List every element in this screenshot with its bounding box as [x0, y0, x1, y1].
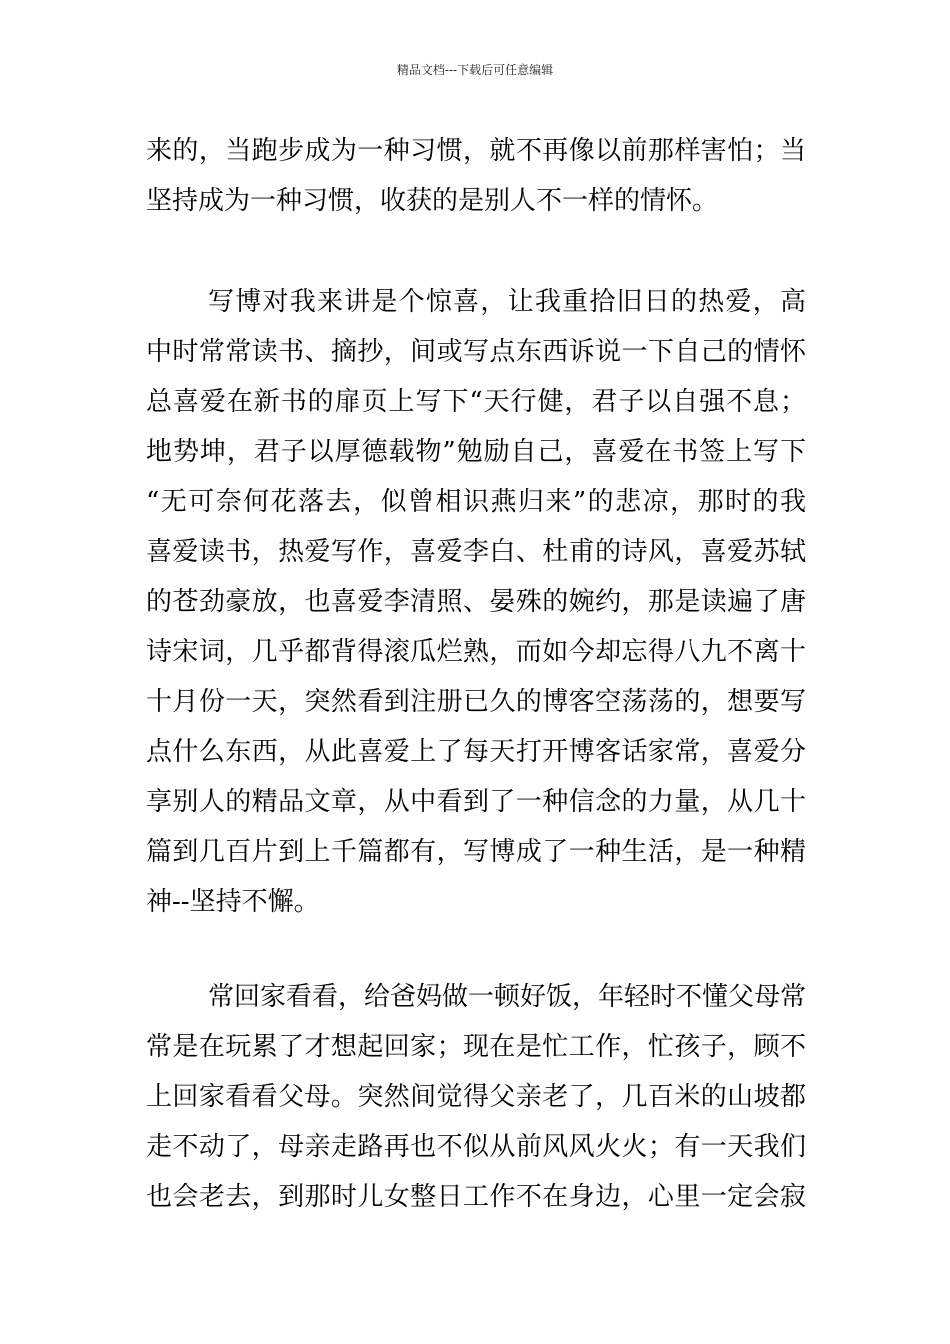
text-line: 常是在玩累了才想起回家；现在是忙工作，忙孩子，顾不	[146, 1032, 806, 1062]
text-line: 来的，当跑步成为一种习惯，就不再像以前那样害怕；当	[146, 136, 806, 166]
text-line: 篇到几百片到上千篇都有，写博成了一种生活，是一种精	[146, 837, 806, 867]
text-line: 总喜爱在新书的扉页上写下“天行健，君子以自强不息；	[146, 387, 806, 417]
text-line: 十月份一天，突然看到注册已久的博客空荡荡的，想要写	[146, 687, 806, 717]
text-line: 享别人的精品文章，从中看到了一种信念的力量，从几十	[146, 787, 806, 817]
text-line: 中时常常读书、摘抄，间或写点东西诉说一下自己的情怀	[146, 337, 806, 367]
text-line: 喜爱读书，热爱写作，喜爱李白、杜甫的诗风，喜爱苏轼	[146, 537, 806, 567]
paragraph-3	[146, 972, 806, 1222]
text-line: 也会老去，到那时儿女整日工作不在身边，心里一定会寂	[146, 1182, 806, 1212]
text-line: 点什么东西，从此喜爱上了每天打开博客话家常，喜爱分	[146, 737, 806, 767]
text-line: 常回家看看，给爸妈做一顿好饭，年轻时不懂父母常	[208, 982, 806, 1012]
text-line: 上回家看看父母。突然间觉得父亲老了，几百米的山坡都	[146, 1082, 806, 1112]
text-line: 写博对我来讲是个惊喜，让我重拾旧日的热爱，高	[208, 287, 806, 317]
text-line: 坚持成为一种习惯，收获的是别人不一样的情怀。	[146, 186, 719, 216]
text-line: 地势坤，君子以厚德载物”勉励自己，喜爱在书签上写下	[146, 437, 806, 467]
text-line: “无可奈何花落去，似曾相识燕归来”的悲凉，那时的我	[146, 487, 806, 517]
paragraph-2	[146, 277, 806, 927]
text-line: 走不动了，母亲走路再也不似从前风风火火；有一天我们	[146, 1132, 806, 1162]
page-header: 精品文档---下载后可任意编辑	[396, 63, 554, 77]
text-line: 的苍劲豪放，也喜爱李清照、晏殊的婉约，那是读遍了唐	[146, 587, 806, 617]
paragraph-1	[146, 126, 806, 226]
text-line: 诗宋词，几乎都背得滚瓜烂熟，而如今却忘得八九不离十	[146, 637, 806, 667]
text-line: 神--坚持不懈。	[146, 887, 320, 917]
